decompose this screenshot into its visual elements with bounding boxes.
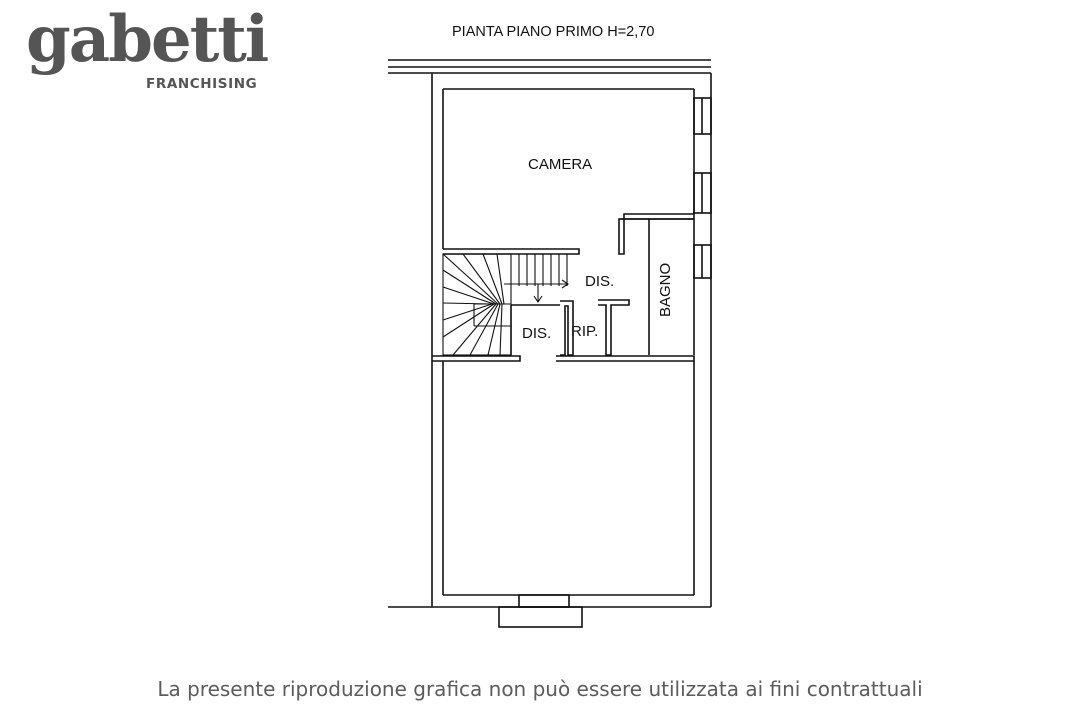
logo-tagline: FRANCHISING: [146, 76, 258, 92]
room-label-dis-lower: DIS.: [522, 325, 552, 342]
room-label-bagno: BAGNO: [657, 262, 674, 317]
room-label-camera: CAMERA: [528, 156, 593, 173]
logo-wordmark: gabetti: [26, 2, 268, 77]
room-label-dis-upper: DIS.: [585, 273, 615, 290]
plan-title: PIANTA PIANO PRIMO H=2,70: [452, 24, 655, 40]
room-label-rip: RIP.: [571, 323, 599, 340]
plan-walls: [388, 60, 711, 627]
disclaimer: La presente riproduzione grafica non può essere utilizzata ai fini contrattuali: [157, 677, 923, 701]
